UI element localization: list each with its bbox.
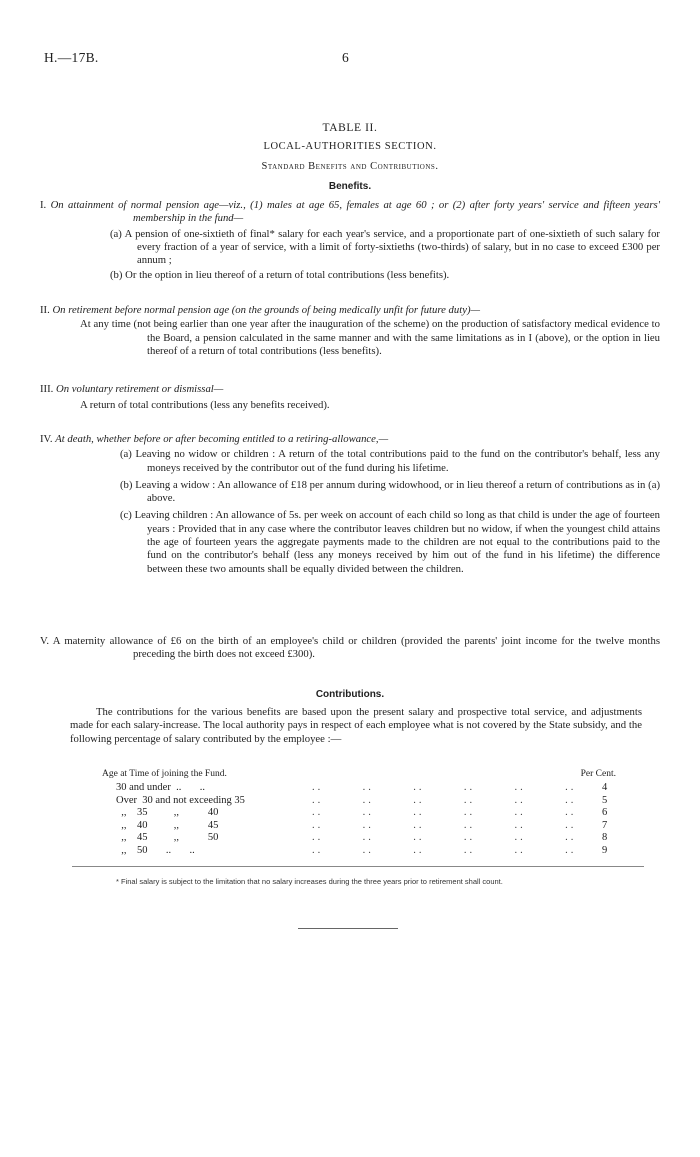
row-percent: 8 — [602, 832, 608, 844]
benefit-iv-lead: IV. — [40, 433, 56, 445]
benefit-i-heading — [40, 199, 660, 226]
benefit-iv-a: (a) Leaving no widow or children : A return of the total contributions paid to the fund on the contributor's behalf, less any moneys received by the contributor out of the fund during his lifetime. — [120, 448, 660, 474]
benefit-iii-heading-text: On voluntary retirement or dismissal— — [56, 383, 224, 395]
benefit-iv-c: (c) Leaving children : An allowance of 5s. per week on account of each child so long as that child is under the age of fourteen years : Provided that in any case where the contributor leaves children but no widow, if when the youngest child attains the age of fourteen years the aggregate payments made to the children are not equal to the contributions paid to the fund on the contributor's behalf (less any moneys received by him out of the fund in his lifetime) the difference between these two amounts shall be equally divided between the children. — [120, 509, 660, 575]
table-row — [102, 782, 622, 795]
footnote: * Final salary is subject to the limitation that no salary increases during the three years prior to retirement shall count. — [116, 877, 503, 886]
benefit-ii-heading — [40, 304, 660, 317]
row-age: ,, 45 ,, 50 — [116, 832, 219, 844]
row-leader: .. .. .. .. .. .. — [312, 819, 577, 831]
row-percent: 6 — [602, 807, 608, 819]
table-row — [102, 832, 622, 845]
table-row — [102, 845, 622, 858]
row-leader: .. .. .. .. .. .. — [312, 832, 577, 844]
benefit-iv-heading — [40, 433, 660, 446]
benefit-i-a: (a) A pension of one-sixtieth of final* salary for each year's service, and a proportionate part of one-sixtieth of such salary for every fraction of a year of service, with a limit of forty-sixtieths (two-thirds) of salary, but in no case to exceed £300 per annum ; — [110, 227, 660, 267]
contribution-table-header — [102, 769, 622, 782]
page-number: 6 — [342, 50, 349, 65]
row-leader: .. .. .. .. .. .. — [312, 807, 577, 819]
benefit-iv-heading-text: At death, whether before or after becoming entitled to a retiring-allowance,— — [55, 433, 389, 445]
benefits-heading: Benefits. — [328, 181, 372, 192]
benefit-ii-text: At any time (not being earlier than one year after the inauguration of the scheme) on the production of satisfactory medical evidence to the Board, a pension calculated in the same manner and with the same limitations as in I (above), or the option in lieu thereof of a return of total contributions (less benefits). — [80, 318, 660, 357]
benefit-i — [40, 199, 660, 283]
benefit-iv-b: (b) Leaving a widow : An allowance of £18 per annum during widowhood, or in lieu thereof a return of contributions as in (a) above. — [120, 478, 660, 505]
benefit-i-lead: I. — [40, 199, 51, 211]
benefit-iii-heading — [40, 383, 660, 396]
table-title: TABLE II. — [322, 122, 378, 134]
standard-title: Standard Benefits and Contributions. — [261, 161, 439, 172]
benefit-i-heading-text: On attainment of normal pension age—viz., (1) males at age 65, females at age 60 ; or (2) after forty years' service and fifteen years' membership in the fund— — [50, 199, 660, 225]
benefit-iii — [40, 383, 660, 413]
row-age: ,, 50 .. .. — [116, 844, 195, 856]
benefit-v — [40, 635, 660, 662]
row-percent: 4 — [602, 782, 608, 793]
table-row — [102, 820, 622, 833]
col-age-header: Age at Time of joining the Fund. — [102, 769, 227, 779]
contributions-paragraph: The contributions for the various benefits are based upon the present salary and prospective total service, and adjustments made for each salary-increase. The local authority pays in respect of each employee what is not covered by the State subsidy, and the following percentage of salary contributed by the employee :— — [70, 706, 642, 745]
row-age: 30 and under .. .. — [116, 782, 205, 793]
benefit-iii-lead: III. — [40, 383, 57, 395]
benefit-iv — [40, 433, 660, 576]
footnote-divider — [72, 866, 644, 867]
row-percent: 5 — [602, 794, 608, 806]
row-percent: 7 — [602, 819, 608, 831]
row-leader: .. .. .. .. .. .. — [312, 782, 577, 793]
benefit-ii-lead: II. — [40, 304, 53, 316]
end-rule — [298, 928, 398, 929]
row-percent: 9 — [602, 844, 608, 856]
row-leader: .. .. .. .. .. .. — [312, 844, 577, 856]
contributions-heading: Contributions. — [315, 689, 385, 700]
document-reference: H.—17B. — [44, 50, 99, 65]
section-title: LOCAL-AUTHORITIES SECTION. — [263, 141, 437, 152]
contribution-table — [102, 769, 622, 858]
benefit-i-b: (b) Or the option in lieu thereof of a return of total contributions (less benefits). — [110, 269, 450, 282]
benefit-ii — [40, 304, 660, 358]
table-row — [102, 807, 622, 820]
benefit-v-text: V. A maternity allowance of £6 on the birth of an employee's child or children (provided the parents' joint income for the twelve months preceding the birth does not exceed £300). — [40, 635, 660, 661]
benefit-ii-heading-text: On retirement before normal pension age (on the grounds of being medically unfit for future duty)— — [52, 304, 481, 316]
table-row — [102, 795, 622, 808]
row-age: ,, 40 ,, 45 — [116, 819, 219, 831]
row-age: Over 30 and not exceeding 35 — [116, 794, 245, 806]
row-age: ,, 35 ,, 40 — [116, 807, 219, 819]
col-percent-header: Per Cent. — [580, 769, 616, 779]
benefit-iii-text: A return of total contributions (less any benefits received). — [80, 399, 330, 412]
row-leader: .. .. .. .. .. .. — [312, 794, 577, 806]
